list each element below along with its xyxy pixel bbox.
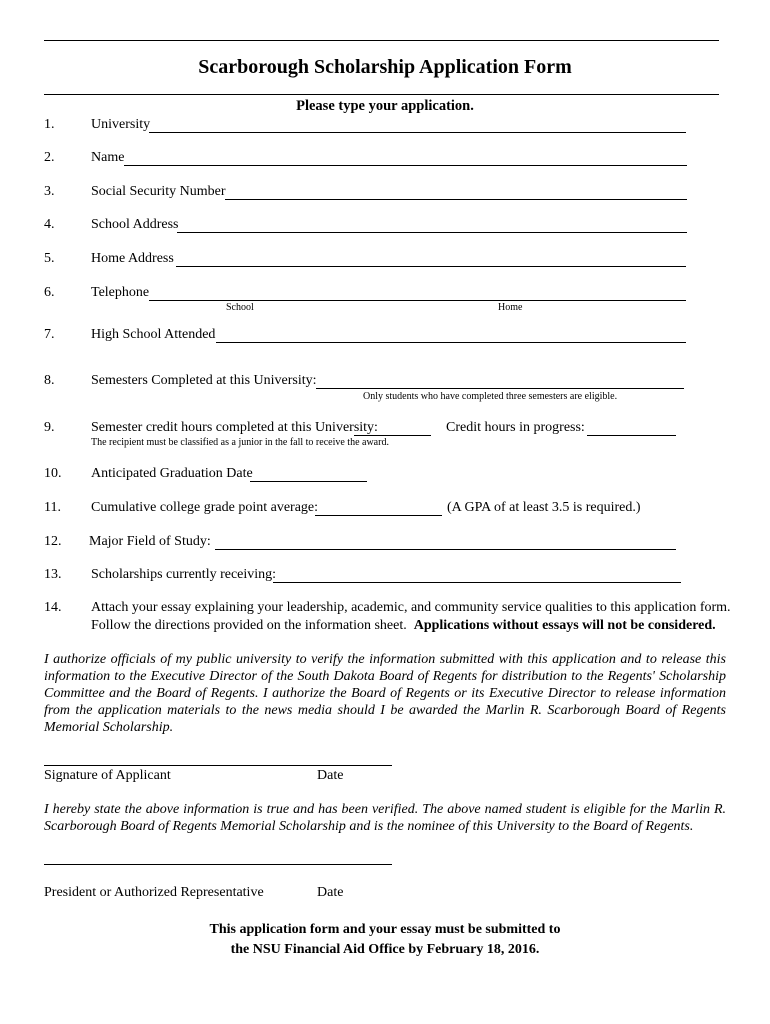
item-number: 7.	[44, 327, 55, 342]
telephone-home-caption: Home	[498, 302, 523, 313]
semesters-field[interactable]	[316, 388, 684, 389]
page-title: Scarborough Scholarship Application Form	[198, 56, 572, 78]
credit-progress-label: Credit hours in progress:	[446, 420, 585, 435]
title-rule	[44, 94, 719, 95]
submission-notice-line1: This application form and your essay must be submitted to	[209, 922, 561, 937]
essay-warning: Applications without essays will not be considered.	[413, 618, 716, 633]
item-number: 10.	[44, 466, 62, 481]
item-number: 2.	[44, 150, 55, 165]
scholarships-field[interactable]	[273, 582, 681, 583]
name-label: Name	[91, 150, 125, 165]
ssn-field[interactable]	[225, 199, 687, 200]
item-number: 3.	[44, 184, 55, 199]
instruction-text: Please type your application.	[296, 98, 474, 114]
item-number: 14.	[44, 600, 62, 615]
item-number: 1.	[44, 117, 55, 132]
gpa-field[interactable]	[315, 515, 442, 516]
item-number: 4.	[44, 217, 55, 232]
item-number: 5.	[44, 251, 55, 266]
item-number: 8.	[44, 373, 55, 388]
telephone-school-caption: School	[226, 302, 254, 313]
applicant-signature-label: Signature of Applicant	[44, 768, 171, 783]
semesters-note: Only students who have completed three semesters are eligible.	[363, 391, 618, 402]
president-signature-field[interactable]	[44, 864, 392, 865]
telephone-label: Telephone	[91, 285, 150, 300]
semesters-label: Semesters Completed at this University:	[91, 373, 317, 388]
university-field[interactable]	[149, 132, 686, 133]
school-address-label: School Address	[91, 217, 179, 232]
authorization-statement: I authorize officials of my public university to verify the information submitted with this application and to release this information to the Executive Director of the South Dakota Board of Regents for distribution to the Regents' Scholarship Committee and the Board of Regents. I authorize the Board of Regents or its Executive Director to release information from the application materials to the news media should I be awarded the Marlin R. Scarborough Board of Regents Memorial Scholarship.	[44, 652, 726, 735]
high-school-label: High School Attended	[91, 327, 216, 342]
high-school-field[interactable]	[216, 342, 686, 343]
credit-hours-label: Semester credit hours completed at this University:	[91, 420, 378, 435]
credit-progress-field[interactable]	[587, 435, 676, 436]
essay-instruction: Attach your essay explaining your leadership, academic, and community service qualities to this application form.	[91, 600, 731, 615]
essay-directions-text: Follow the directions provided on the information sheet.	[91, 618, 407, 633]
major-label: Major Field of Study:	[89, 534, 211, 549]
top-rule	[44, 40, 719, 41]
gpa-label: Cumulative college grade point average:	[91, 500, 319, 515]
applicant-date-label: Date	[317, 768, 344, 783]
verification-statement: I hereby state the above information is true and has been verified. The above named student is eligible for the Marlin R. Scarborough Board of Regents Memorial Scholarship and is the nominee of this University to the Board of Regents.	[44, 802, 726, 834]
telephone-field[interactable]	[149, 300, 686, 301]
name-field[interactable]	[124, 165, 687, 166]
major-field[interactable]	[215, 549, 676, 550]
credit-hours-field[interactable]	[354, 435, 431, 436]
scholarships-label: Scholarships currently receiving:	[91, 567, 277, 582]
president-signature-label: President or Authorized Representative	[44, 885, 264, 900]
credit-hours-note: The recipient must be classified as a junior in the fall to receive the award.	[91, 437, 389, 448]
home-address-field[interactable]	[176, 266, 686, 267]
essay-directions	[91, 618, 716, 634]
item-number: 13.	[44, 567, 62, 582]
school-address-field[interactable]	[177, 232, 687, 233]
president-date-label: Date	[317, 885, 344, 900]
graduation-label: Anticipated Graduation Date	[91, 466, 253, 481]
submission-notice-line2: the NSU Financial Aid Office by February 18, 2016.	[230, 942, 540, 957]
home-address-label: Home Address	[91, 251, 174, 266]
item-number: 11.	[44, 500, 61, 515]
applicant-signature-field[interactable]	[44, 765, 392, 766]
item-number: 9.	[44, 420, 55, 435]
graduation-field[interactable]	[250, 481, 367, 482]
ssn-label: Social Security Number	[91, 184, 226, 199]
submission-notice	[0, 920, 770, 960]
gpa-note: (A GPA of at least 3.5 is required.)	[447, 500, 641, 515]
item-number: 12.	[44, 534, 62, 549]
item-number: 6.	[44, 285, 55, 300]
university-label: University	[91, 117, 151, 132]
